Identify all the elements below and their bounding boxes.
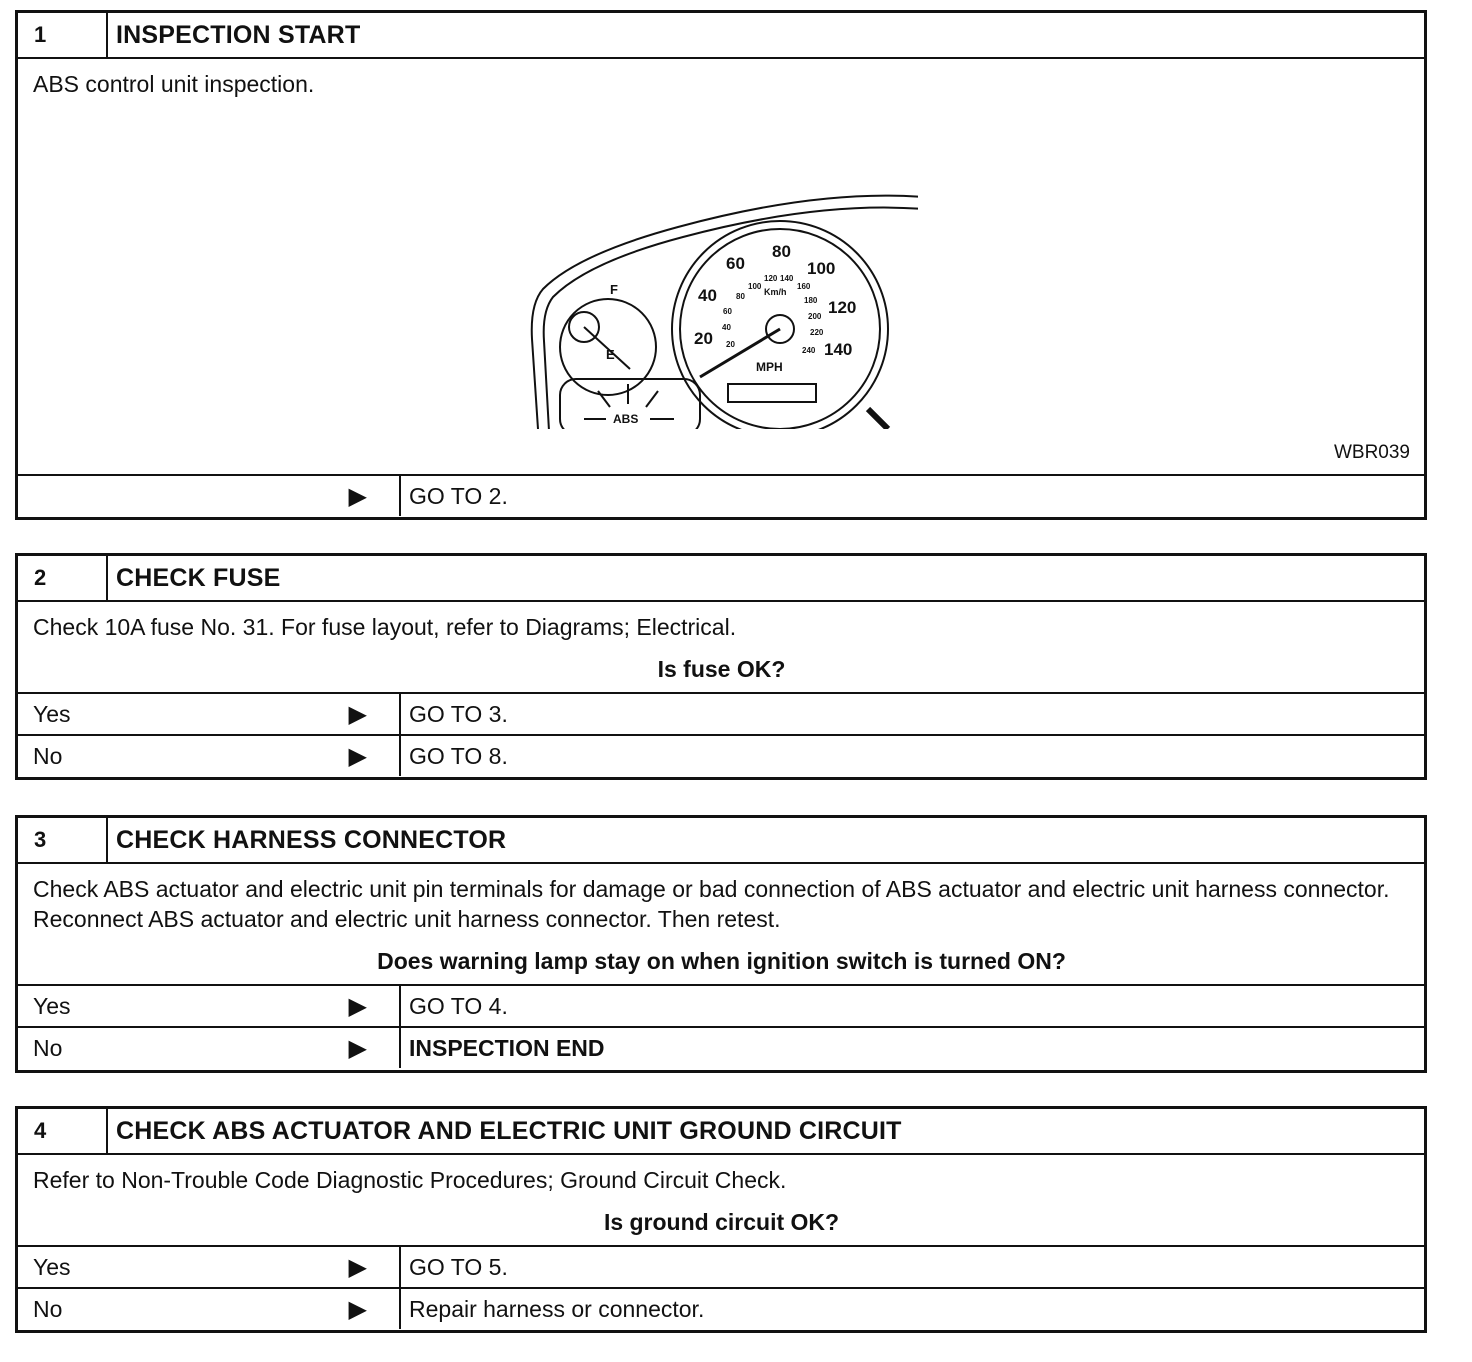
speed-label: 80 bbox=[772, 242, 791, 261]
step-body bbox=[18, 600, 1424, 692]
step-title: CHECK FUSE bbox=[116, 563, 281, 592]
fuel-full-label: F bbox=[610, 282, 618, 297]
speed-label: 20 bbox=[694, 329, 713, 348]
answer-result: GO TO 5. bbox=[409, 1253, 508, 1280]
answer-row bbox=[18, 474, 1424, 516]
step-body bbox=[18, 1153, 1424, 1245]
step-title: INSPECTION START bbox=[116, 20, 361, 49]
instrument-cluster-figure bbox=[518, 129, 918, 429]
step-text: Check 10A fuse No. 31. For fuse layout, refer to Diagrams; Electrical. bbox=[33, 614, 737, 640]
step-text: Check ABS actuator and electric unit pin terminals for damage or bad connection of ABS actuator and electric unit harness connector. Reconnect ABS actuator and electric unit harness connector. Then retest. bbox=[33, 876, 1390, 932]
answer-row-no bbox=[18, 1287, 1424, 1329]
step-header bbox=[18, 1109, 1424, 1153]
step-question: Is fuse OK? bbox=[657, 656, 786, 682]
answer-row-yes bbox=[18, 1245, 1424, 1287]
answer-label: Yes bbox=[33, 700, 71, 727]
step-header bbox=[18, 818, 1424, 862]
step-number: 1 bbox=[18, 13, 108, 57]
speed-label: 100 bbox=[807, 259, 836, 278]
step-number: 2 bbox=[18, 556, 108, 600]
step-header bbox=[18, 13, 1424, 57]
step-4 bbox=[15, 1106, 1427, 1333]
arrow-icon: ▶ bbox=[348, 700, 367, 728]
speed-label: 40 bbox=[698, 286, 717, 305]
speed-label: 60 bbox=[726, 254, 745, 273]
arrow-icon: ▶ bbox=[348, 742, 367, 770]
kmh-label: 120 bbox=[764, 274, 778, 283]
kmh-label: 160 bbox=[797, 282, 811, 291]
answer-result: Repair harness or connector. bbox=[409, 1295, 705, 1322]
answer-label: Yes bbox=[33, 1253, 71, 1280]
answer-label: No bbox=[33, 1295, 63, 1322]
step-title: CHECK HARNESS CONNECTOR bbox=[116, 825, 507, 854]
answer-result: GO TO 3. bbox=[409, 700, 508, 727]
abs-warning-label: ABS bbox=[613, 412, 639, 426]
answer-row-yes bbox=[18, 984, 1424, 1026]
step-2 bbox=[15, 553, 1427, 780]
answer-label: No bbox=[33, 742, 63, 769]
answer-result: GO TO 4. bbox=[409, 992, 508, 1019]
step-3 bbox=[15, 815, 1427, 1073]
kmh-label: 240 bbox=[802, 346, 816, 355]
step-question: Is ground circuit OK? bbox=[603, 1209, 840, 1235]
kmh-label: 40 bbox=[722, 323, 731, 332]
step-header bbox=[18, 556, 1424, 600]
answer-result: GO TO 2. bbox=[409, 482, 508, 509]
kmh-label: 140 bbox=[780, 274, 794, 283]
arrow-icon: ▶ bbox=[348, 1253, 367, 1281]
arrow-icon: ▶ bbox=[348, 992, 367, 1020]
kmh-label: 100 bbox=[748, 282, 762, 291]
step-number: 4 bbox=[18, 1109, 108, 1153]
kmh-label: 80 bbox=[736, 292, 745, 301]
step-text: ABS control unit inspection. bbox=[33, 71, 315, 97]
arrow-icon: ▶ bbox=[348, 1034, 367, 1062]
answer-result: GO TO 8. bbox=[409, 742, 508, 769]
arrow-icon: ▶ bbox=[348, 1295, 367, 1323]
answer-label: No bbox=[33, 1034, 63, 1061]
kmh-label: 220 bbox=[810, 328, 824, 337]
fuel-empty-label: E bbox=[606, 347, 615, 362]
step-text: Refer to Non-Trouble Code Diagnostic Procedures; Ground Circuit Check. bbox=[33, 1167, 787, 1193]
step-body bbox=[18, 862, 1424, 984]
kmh-label: 60 bbox=[723, 307, 732, 316]
speed-label: 120 bbox=[828, 298, 857, 317]
step-question: Does warning lamp stay on when ignition switch is turned ON? bbox=[377, 948, 1066, 974]
answer-label: Yes bbox=[33, 992, 71, 1019]
answer-result: INSPECTION END bbox=[409, 1034, 605, 1061]
unit-kmh: Km/h bbox=[764, 287, 787, 297]
speed-label: 140 bbox=[824, 340, 853, 359]
step-number: 3 bbox=[18, 818, 108, 862]
unit-mph: MPH bbox=[756, 360, 783, 374]
step-title: CHECK ABS ACTUATOR AND ELECTRIC UNIT GROUND CIRCUIT bbox=[116, 1116, 902, 1145]
kmh-label: 180 bbox=[804, 296, 818, 305]
answer-row-no bbox=[18, 734, 1424, 776]
answer-row-no bbox=[18, 1026, 1424, 1068]
figure-code: WBR039 bbox=[1333, 442, 1410, 463]
kmh-label: 200 bbox=[808, 312, 822, 321]
answer-row-yes bbox=[18, 692, 1424, 734]
arrow-icon: ▶ bbox=[348, 482, 367, 510]
step-body bbox=[18, 57, 1424, 474]
kmh-label: 20 bbox=[726, 340, 735, 349]
step-1 bbox=[15, 10, 1427, 520]
odometer-display bbox=[728, 384, 816, 402]
